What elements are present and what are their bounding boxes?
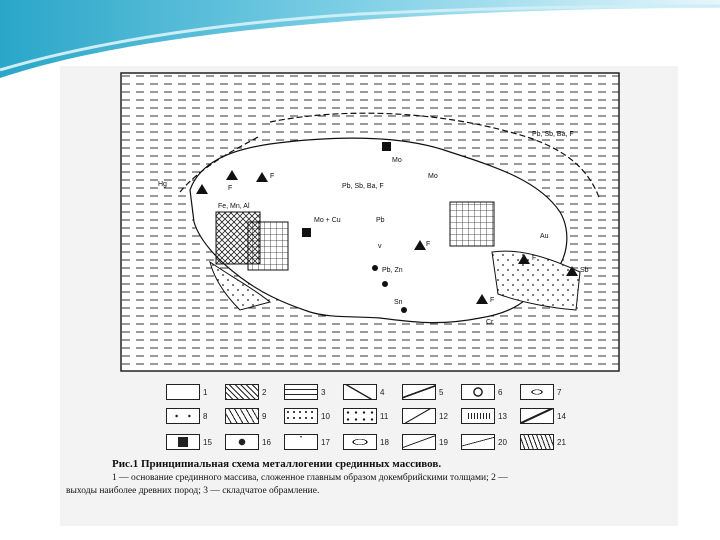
legend-number: 5 xyxy=(439,387,444,397)
legend-row-1 xyxy=(166,382,569,402)
map-label-sb: Sb xyxy=(580,267,589,274)
map-label-fe-mn-al: Fe, Mn, Al xyxy=(218,203,250,210)
legend-item xyxy=(520,406,569,426)
map-label-pb: Pb xyxy=(376,217,385,224)
legend-swatch xyxy=(461,384,495,400)
map-label-f-5: F xyxy=(490,297,495,304)
legend-swatch xyxy=(520,384,554,400)
legend-item xyxy=(284,382,333,402)
legend-item xyxy=(461,382,510,402)
legend-item xyxy=(166,382,215,402)
legend-swatch xyxy=(402,434,436,450)
map-label-f-3: F xyxy=(426,241,431,248)
legend-number: 18 xyxy=(380,437,389,447)
legend-number: 6 xyxy=(498,387,503,397)
legend-swatch xyxy=(343,408,377,424)
legend-swatch xyxy=(284,408,318,424)
legend-item xyxy=(402,406,451,426)
map-label-f-2: F xyxy=(270,173,275,180)
legend-item xyxy=(520,432,569,452)
legend-swatch xyxy=(166,434,200,450)
legend-item xyxy=(343,432,392,452)
caption-body xyxy=(66,472,676,498)
map-label-f-4: F xyxy=(532,255,537,262)
legend-number: 2 xyxy=(262,387,267,397)
legend-number: 3 xyxy=(321,387,326,397)
legend-item xyxy=(284,406,333,426)
map-label-pb-zn: Pb, Zn xyxy=(382,267,403,274)
caption-title: Рис.1 Принципиальная схема металлогении срединных массивов. xyxy=(112,458,442,470)
map-label-f-1: F xyxy=(228,185,233,192)
map-label-hg: Hg xyxy=(158,181,167,188)
legend-swatch xyxy=(520,434,554,450)
legend-item xyxy=(461,432,510,452)
map-label-v: v xyxy=(378,243,382,250)
legend-number: 11 xyxy=(380,411,389,421)
legend-row-2 xyxy=(166,406,569,426)
map-label-pb-sb-ba-f-mid: Pb, Sb, Ba, F xyxy=(342,183,384,190)
legend-item xyxy=(225,382,274,402)
legend-number: 19 xyxy=(439,437,448,447)
legend-swatch xyxy=(284,434,318,450)
legend-item xyxy=(166,406,215,426)
map-label-mo-2: Mo xyxy=(428,173,438,180)
legend-swatch xyxy=(461,434,495,450)
legend-swatch xyxy=(461,408,495,424)
legend-number: 4 xyxy=(380,387,385,397)
legend-item xyxy=(520,382,569,402)
legend-swatch xyxy=(225,408,259,424)
map-label-cr: Cr xyxy=(486,319,494,326)
legend-number: 21 xyxy=(557,437,566,447)
metallogeny-scheme-map xyxy=(120,72,620,372)
legend-item xyxy=(402,382,451,402)
map-label-mo-1: Mo xyxy=(392,157,402,164)
legend-item xyxy=(343,382,392,402)
map-label-mo-cu: Mo + Cu xyxy=(314,217,341,224)
caption-line-1: 1 — основание срединного массива, сложенное главным образом докембрийскими толщами; 2 — xyxy=(112,473,508,483)
map-label-sn: Sn xyxy=(394,299,403,306)
legend-number: 17 xyxy=(321,437,330,447)
legend-number: 16 xyxy=(262,437,271,447)
legend-row-3 xyxy=(166,432,569,452)
legend-number: 10 xyxy=(321,411,330,421)
legend-item xyxy=(402,432,451,452)
legend-item xyxy=(225,406,274,426)
legend-number: 14 xyxy=(557,411,566,421)
legend-number: 9 xyxy=(262,411,267,421)
legend-swatch xyxy=(284,384,318,400)
legend-item xyxy=(461,406,510,426)
legend-number: 20 xyxy=(498,437,507,447)
figure-caption xyxy=(66,458,676,498)
legend-item xyxy=(284,432,333,452)
legend-swatch xyxy=(166,384,200,400)
legend-swatch xyxy=(225,384,259,400)
caption-line-2: выходы наиболее древних пород; 3 — складчатое обрамление. xyxy=(66,486,320,496)
legend-number: 15 xyxy=(203,437,212,447)
legend-swatch xyxy=(402,384,436,400)
legend-number: 13 xyxy=(498,411,507,421)
legend-swatch xyxy=(225,434,259,450)
legend-item xyxy=(225,432,274,452)
map-label-au: Au xyxy=(540,233,549,240)
legend-swatch xyxy=(166,408,200,424)
legend-item xyxy=(166,432,215,452)
legend-swatch xyxy=(343,434,377,450)
legend-swatch xyxy=(402,408,436,424)
legend-swatch xyxy=(520,408,554,424)
map-label-pb-sb-ba-f-top: Pb, Sb, Ba, F xyxy=(532,131,574,138)
legend-item xyxy=(343,406,392,426)
legend-number: 8 xyxy=(203,411,208,421)
legend-number: 12 xyxy=(439,411,448,421)
legend-number: 1 xyxy=(203,387,208,397)
legend-number: 7 xyxy=(557,387,562,397)
legend-swatch xyxy=(343,384,377,400)
